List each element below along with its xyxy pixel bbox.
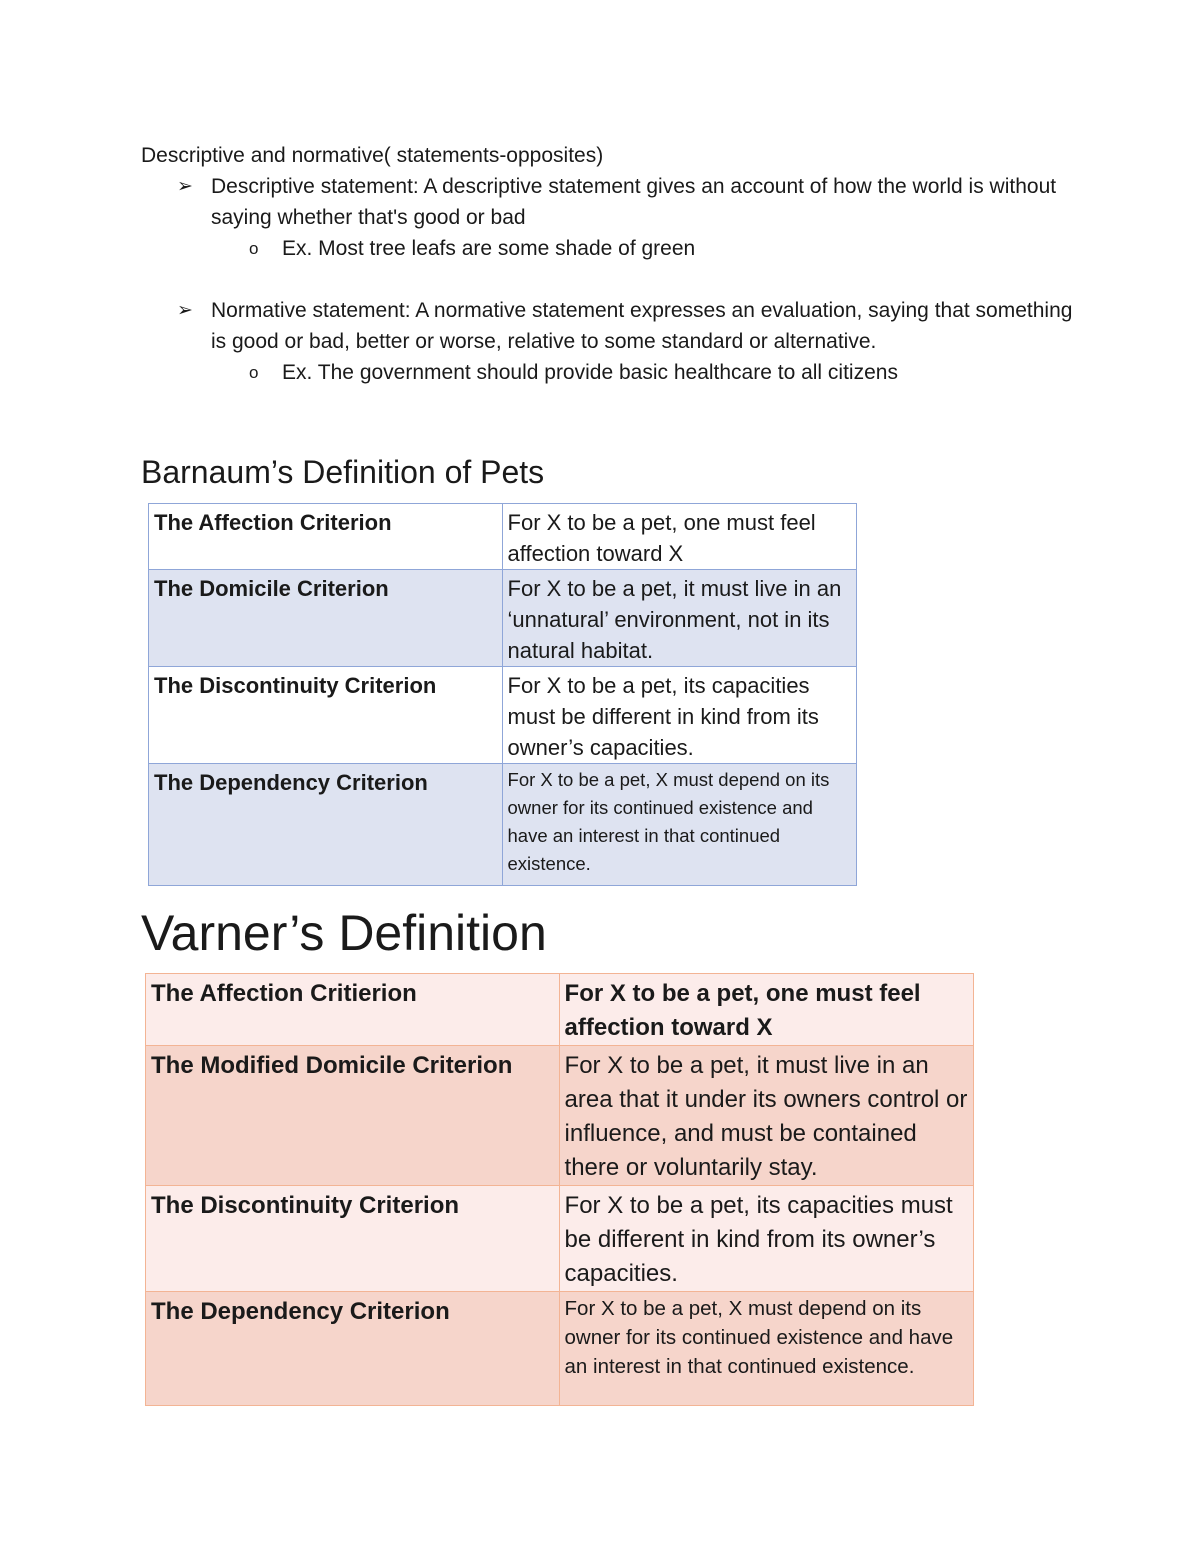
definition-cell: For X to be a pet, one must feel affection toward X xyxy=(502,504,856,570)
intro-section xyxy=(141,140,1081,388)
circle-bullet-icon: o xyxy=(249,363,259,382)
criterion-cell: The Discontinuity Criterion xyxy=(146,1186,560,1292)
definition-cell: For X to be a pet, its capacities must be different in kind from its owner’s capacities. xyxy=(559,1186,973,1292)
barnaum-heading: Barnaum’s Definition of Pets xyxy=(141,454,545,490)
bullet-text: Normative statement: A normative statement expresses an evaluation, saying that something is good or bad, better or worse, relative to some standard or alternative. xyxy=(211,299,1073,353)
bullet-normative xyxy=(141,295,1081,357)
criterion-cell: The Affection Critierion xyxy=(146,974,560,1046)
criterion-cell: The Discontinuity Criterion xyxy=(149,667,503,764)
table-row xyxy=(146,1046,974,1186)
criterion-cell: The Modified Domicile Criterion xyxy=(146,1046,560,1186)
definition-cell: For X to be a pet, it must live in an ‘unnatural’ environment, not in its natural habitat. xyxy=(502,570,856,667)
barnaum-table xyxy=(148,503,857,886)
definition-cell: For X to be a pet, one must feel affection toward X xyxy=(559,974,973,1046)
definition-cell: For X to be a pet, it must live in an area that it under its owners control or influence, and must be contained there or voluntarily stay. xyxy=(559,1046,973,1186)
arrow-bullet-icon: ➢ xyxy=(177,175,193,197)
definition-cell: For X to be a pet, X must depend on its owner for its continued existence and have an interest in that continued existence. xyxy=(559,1292,973,1406)
circle-bullet-icon: o xyxy=(249,239,259,258)
criterion-cell: The Affection Criterion xyxy=(149,504,503,570)
table-row xyxy=(149,570,857,667)
bullet-descriptive xyxy=(141,171,1081,233)
spacer xyxy=(141,264,1081,295)
sub-bullet-descriptive-example xyxy=(141,233,1081,264)
table-row xyxy=(146,1292,974,1406)
example-text: Ex. The government should provide basic healthcare to all citizens xyxy=(282,361,898,384)
table-row xyxy=(146,1186,974,1292)
criterion-cell: The Dependency Criterion xyxy=(146,1292,560,1406)
criterion-cell: The Domicile Criterion xyxy=(149,570,503,667)
table-row xyxy=(149,504,857,570)
varner-heading: Varner’s Definition xyxy=(141,905,547,961)
varner-table xyxy=(145,973,974,1406)
example-text: Ex. Most tree leafs are some shade of green xyxy=(282,237,696,260)
sub-bullet-normative-example xyxy=(141,357,1081,388)
table-row xyxy=(149,667,857,764)
definition-cell: For X to be a pet, its capacities must be different in kind from its owner’s capacities. xyxy=(502,667,856,764)
arrow-bullet-icon: ➢ xyxy=(177,299,193,321)
table-row xyxy=(149,764,857,886)
intro-heading: Descriptive and normative( statements-opposites) xyxy=(141,144,604,167)
criterion-cell: The Dependency Criterion xyxy=(149,764,503,886)
definition-cell: For X to be a pet, X must depend on its owner for its continued existence and have an interest in that continued existence. xyxy=(502,764,856,886)
table-row xyxy=(146,974,974,1046)
bullet-text: Descriptive statement: A descriptive statement gives an account of how the world is without saying whether that's good or bad xyxy=(211,175,1057,229)
